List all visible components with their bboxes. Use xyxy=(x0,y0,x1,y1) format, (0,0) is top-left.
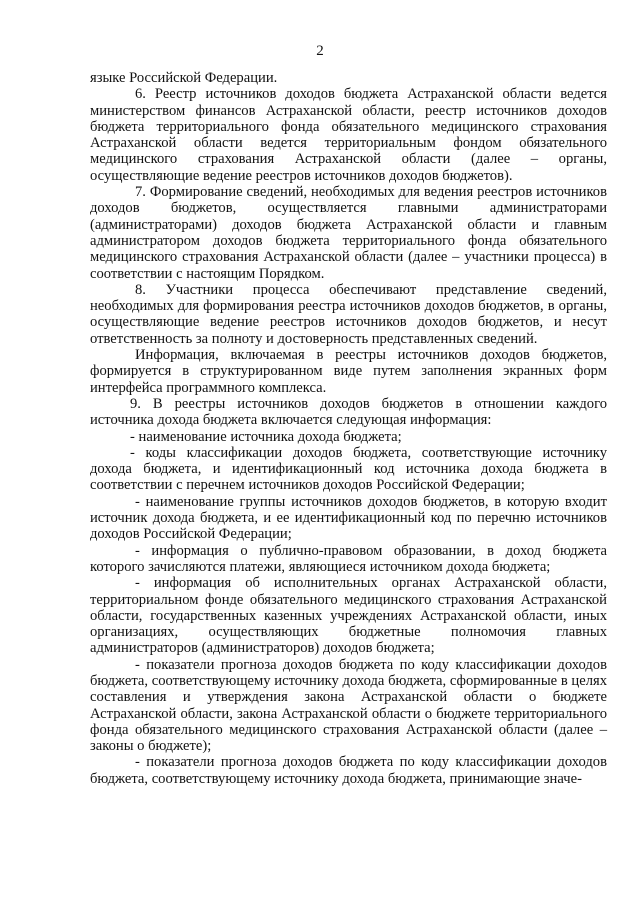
paragraph: - наименование группы источников доходов бюджетов, в которую входит источник дохода бюджета, и ее идентификационный код по перечню источников доходов Российской Федерации; xyxy=(90,493,607,543)
paragraph: 7. Формирование сведений, необходимых для ведения реестров источников доходов бюджетов, осуществляется главными администраторами (администраторами) доходов бюджета Астраханской области и главным администратором доходов бюджета территориального фонда обязательного медицинского страхования Астраханской области (далее – участники процесса) в соответствии с настоящим Порядком. xyxy=(90,184,607,282)
paragraph: - информация о публично-правовом образовании, в доход бюджета которого зачисляются платежи, являющиеся источником дохода бюджета; xyxy=(90,542,607,575)
paragraph: - показатели прогноза доходов бюджета по коду классификации доходов бюджета, соответствующему источнику дохода бюджета, принимающие значе- xyxy=(90,754,607,787)
paragraph: 8. Участники процесса обеспечивают представление сведений, необходимых для формирования реестра источников доходов бюджетов, в органы, осуществляющие ведение реестров источников доходов бюджетов, и несут ответственность за полноту и достоверность представленных сведений. xyxy=(90,281,607,347)
paragraph: - показатели прогноза доходов бюджета по коду классификации доходов бюджета, соответствующему источнику дохода бюджета, сформированные в целях составления и утверждения закона Астраханской области о бюджете Астраханской области, закона Астраханской области о бюджете территориального фонда обязательного медицинского страхования Астраханской области (далее – законы о бюджете); xyxy=(90,656,607,755)
paragraph: языке Российской Федерации. xyxy=(90,70,278,86)
paragraph: - информация об исполнительных органах Астраханской области, территориальном фонде обязательного медицинского страхования Астраханской области, государственных казенных учреждениях Астраханской области, иных организациях, осуществляющих бюджетные полномочия главных администраторов (администраторов) доходов бюджета; xyxy=(90,575,607,657)
paragraph: 6. Реестр источников доходов бюджета Астраханской области ведется министерством финансов Астраханской области, реестр источников доходов бюджета территориального фонда обязательного медицинского страхования Астраханской области ведется территориальным фондом обязательного медицинского страхования Астраханской области (далее – органы, осуществляющие ведение реестров источников доходов бюджетов). xyxy=(90,86,607,184)
document-body xyxy=(90,70,607,787)
paragraph: Информация, включаемая в реестры источников доходов бюджетов, формируется в структурированном виде путем заполнения экранных форм интерфейса программного комплекса. xyxy=(90,347,607,396)
page-number: 2 xyxy=(316,43,324,59)
paragraph: - коды классификации доходов бюджета, соответствующие источнику дохода бюджета, и идентификационный код источника дохода бюджета в соответствии с перечнем источников доходов Российской Федерации; xyxy=(90,444,607,494)
paragraph: - наименование источника дохода бюджета; xyxy=(130,428,402,445)
paragraph: 9. В реестры источников доходов бюджетов в отношении каждого источника дохода бюджета включается следующая информация: xyxy=(90,395,607,429)
